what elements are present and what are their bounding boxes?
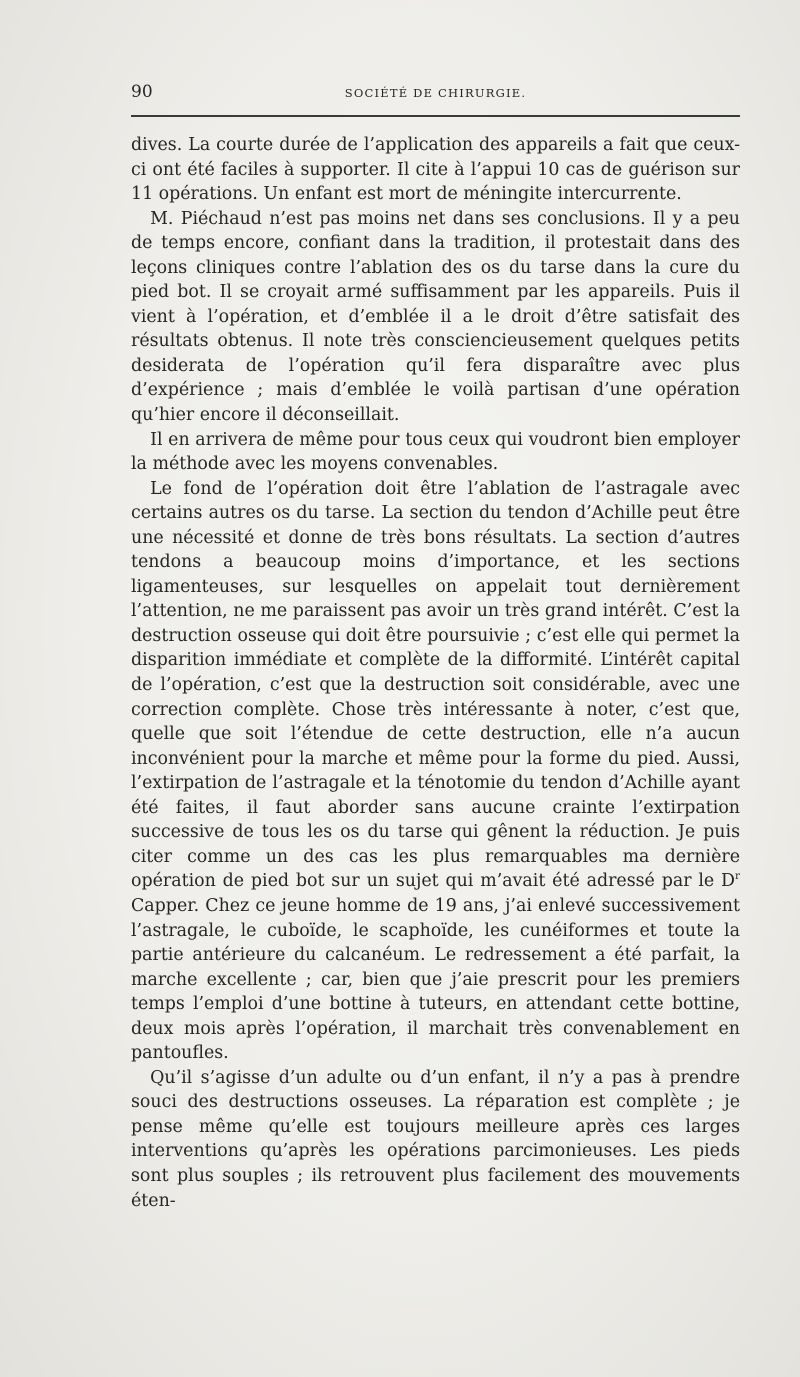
running-title: SOCIÉTÉ DE CHIRURGIE. [344,86,527,100]
doctor-abbrev-superscript: r [735,870,740,883]
paragraph-operation-part2: Capper. Chez ce jeune homme de 19 ans, j’ai enlevé successivement l’astragale, le cuboïde, le scaphoïde, les cunéiformes et toute la partie antérieure du calcanéum. Le redressement a été parfait, la marche excellente ; car, bien que j’aie prescrit pour les premiers temps l’emploi d’une bottine à tuteurs, en attendant cette bottine, deux mois après l’opération, il marchait très convenablement en pantoufles. [131,895,740,1064]
paragraph-operation-part1: Le fond de l’opération doit être l’ablation de l’astragale avec certains autres os du tarse. La section du tendon d’Achille peut être une nécessité et donne de très bons résultats. La section d’autres tendons a beaucoup moins d’importance, et les sections ligamenteuses, sur lesquelles on appelait tout dernièrement l’attention, ne me paraissent pas avoir un très grand intérêt. C’est la destruction osseuse qui doit être poursuivie ; c’est elle qui permet la disparition immédiate et complète de la difformité. L’intérêt capital de l’opération, c’est que la destruction soit considérable, avec une correction complète. Chose très intéressante à noter, c’est que, quelle que soit l’étendue de cette destruction, elle n’a aucun inconvénient pour la marche et même pour la forme du pied. Aussi, l’extirpation de l’astragale et la ténotomie du tendon d’Achille ayant été faites, il faut aborder sans aucune crainte l’extirpation successive de tous les os du tarse qui gênent la réduction. Je puis citer comme un des cas les plus remarquables ma dernière opération de pied bot sur un sujet qui m’avait été adressé par le D [131,478,740,892]
page-number: 90 [131,82,153,102]
paragraph-continued: dives. La courte durée de l’application des appareils a fait que ceux-ci ont été faciles à supporter. Il cite à l’appui 10 cas de guérison sur 11 opérations. Un enfant est mort de méningite intercurrente. [131,135,740,205]
header-rule [131,115,740,117]
body-text [131,133,740,1213]
paragraph-destructions: Qu’il s’agisse d’un adulte ou d’un enfant, il n’y a pas à prendre souci des destructions osseuses. La réparation est complète ; je pense même qu’elle est toujours meilleure après ces larges interventions qu’après les opérations parcimonieuses. Les pieds sont plus souples ; ils retrouvent plus facilement des mouvements éten- [131,1067,740,1211]
paragraph-methode: Il en arrivera de même pour tous ceux qui voudront bien employer la méthode avec les moyens convenables. [131,429,740,475]
paragraph-operation [131,477,740,1066]
paragraph-piechaud: M. Piéchaud n’est pas moins net dans ses conclusions. Il y a peu de temps encore, confiant dans la tradition, il protestait dans des leçons cliniques contre l’ablation des os du tarse dans la cure du pied bot. Il se croyait armé suffisamment par les appareils. Puis il vient à l’opération, et d’emblée il a le droit d’être satisfait des résultats obtenus. Il note très consciencieusement quelques petits desiderata de l’opération qu’il fera disparaître avec plus d’expérience ; mais d’emblée le voilà partisan d’une opération qu’hier encore il déconseillait. [131,208,740,426]
page-header [131,82,740,104]
